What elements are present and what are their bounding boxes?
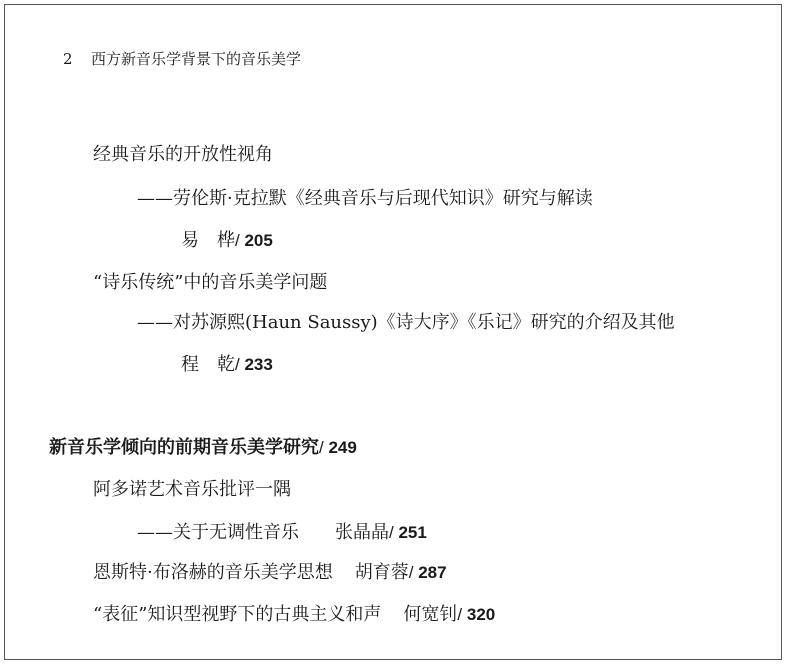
toc-entry-title: “表征”知识型视野下的古典主义和声 [93,604,382,625]
toc-entry-author: 胡育蓉 [354,562,409,583]
toc-entry-subtitle: ——劳伦斯·克拉默《经典音乐与后现代知识》研究与解读 [137,188,593,209]
toc-entry-subtitle: ——关于无调性音乐 [137,522,299,543]
toc-entry-separator: / [389,523,399,542]
header-page-number: 2 [63,50,73,68]
toc-entry-title: “诗乐传统”中的音乐美学问题 [93,272,328,293]
toc-entry-title: 阿多诺艺术音乐批评一隅 [93,479,291,500]
toc-entry-page: 233 [244,355,273,374]
toc-entry-page: 205 [244,231,273,250]
section-title: 新音乐学倾向的前期音乐美学研究 [49,437,319,458]
toc-entry-author: 程 乾 [181,354,235,375]
toc-entry-subtitle-line [137,518,427,544]
book-page [4,4,782,660]
toc-entry-title: 恩斯特·布洛赫的音乐美学思想 [93,562,333,583]
section-separator: / [319,438,329,457]
toc-entry-separator: / [408,563,419,582]
toc-entry-author-line [181,226,273,252]
toc-entry-page: 251 [398,523,427,542]
toc-entry-separator: / [235,231,245,250]
toc-entry-separator: / [457,605,467,624]
toc-entry-author: 何宽钊 [403,604,458,625]
toc-entry-subtitle: ——对苏源熙(Haun Saussy)《诗大序》《乐记》研究的介绍及其他 [137,312,675,333]
toc-entry-page: 320 [466,605,496,624]
toc-entry-author: 易 桦 [181,230,235,251]
toc-section-heading [49,433,357,459]
toc-entry-separator: / [235,355,245,374]
toc-entry-author-line [181,350,273,376]
toc-entry-author: 张晶晶 [335,522,389,543]
toc-entry-line [93,600,495,626]
section-page: 249 [328,438,357,457]
toc-entry-title: 经典音乐的开放性视角 [93,144,273,165]
header-book-title: 西方新音乐学背景下的音乐美学 [91,50,302,68]
toc-entry-line [93,558,447,584]
running-header [63,48,301,69]
toc-entry-page: 287 [418,563,447,582]
